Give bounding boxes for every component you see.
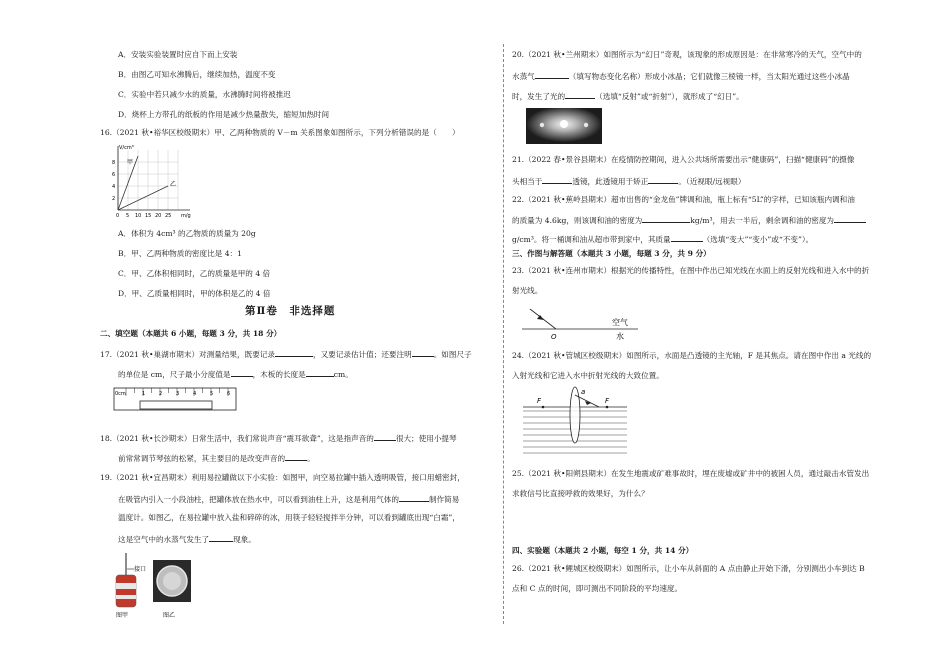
focus-left-label: F [537, 397, 542, 405]
y-tick-4: 4 [112, 184, 116, 190]
q20-blank-1[interactable] [535, 70, 569, 79]
q16-vm-graph [108, 142, 198, 220]
ray-a-label: a [581, 388, 586, 396]
q16-option-b: B．甲、乙两种物质的密度比是 4：1 [118, 249, 242, 258]
q21-line1: 21.（2022 春•景谷县期末）在疫情防控期间，进入公共场所需要出示“健康码”，扫描“健康码”的摄像 [512, 155, 855, 164]
q22-blank-3[interactable] [671, 233, 703, 242]
q21-blank-2[interactable] [648, 175, 678, 184]
ruler-label-3: 3 [176, 391, 180, 397]
q20-line1: 20.（2021 秋•兰州期末）如图所示为“幻日”奇观，该现象的形成原因是：在非常寒冷的天气，空气中的 [512, 50, 862, 59]
q23-line2: 射光线。 [512, 286, 543, 295]
section2-title: 二、填空题（本题共 6 小题，每题 3 分，共 18 分） [100, 329, 282, 338]
y-axis-label: V/cm³ [119, 145, 134, 151]
q20-blank-2[interactable] [565, 90, 595, 99]
water-label: 水 [616, 332, 624, 341]
q26-line2: 点和 C 点的时间，即可测出不同阶段的平均速度。 [512, 584, 683, 593]
q17-blank-2[interactable] [412, 348, 434, 357]
q16-option-a: A．体积为 4cm³ 的乙物质的质量为 20g [118, 229, 256, 238]
x-tick-5: 5 [126, 213, 130, 219]
focus-right-label: F [605, 397, 610, 405]
q17-blank-1[interactable] [275, 348, 313, 357]
q18-line1: 18.（2021 秋•长沙期末）日常生活中，我们常说声音“震耳欲聋”，这是指声音的 很大；使用小提琴 [100, 434, 457, 443]
part2-title: 第Ⅱ卷 非选择题 [245, 305, 336, 317]
q22-line3: g/cm³。将一桶调和油从超市带到家中，其质量 （选填“变大”“变小”或“不变”）。 [512, 235, 814, 244]
q17-blank-3[interactable] [231, 368, 253, 377]
q17-blank-4[interactable] [306, 368, 334, 377]
q22-blank-2[interactable] [834, 214, 866, 223]
q19-line1: 19.（2021 秋•宜昌期末）利用易拉罐做以下小实验：如图甲，向空易拉罐中插入透明吸管，接口用蜡密封， [100, 473, 465, 482]
q16-option-d: D．甲、乙质量相同时，甲的体积是乙的 4 倍 [118, 289, 271, 298]
y-tick-8: 8 [112, 160, 116, 166]
q15-option-d: D．烧杯上方带孔的纸板的作用是减少热量散失，缩短加热时间 [118, 110, 330, 119]
x-tick-10: 10 [135, 213, 142, 219]
q22-line2: 的质量为 4.6kg，则该调和油的密度为 kg/m³，用去一半后，剩余调和油的密度为 [512, 214, 866, 226]
caption-a: 图甲 [116, 612, 129, 619]
column-divider [503, 44, 504, 624]
q20-line3: 时，发生了光的 （选填“反射”或“折射”），就形成了“幻日”。 [512, 92, 744, 101]
air-label: 空气 [612, 318, 628, 327]
x-tick-15: 15 [145, 213, 152, 219]
q15-option-a: A．安装实验装置时应自下而上安装 [118, 50, 238, 59]
q19-line2: 在吸管内引入一小段油柱，把罐体放在热水中，可以看到油柱上升，这是利用气体的 制作简易 [118, 495, 460, 504]
q19-line3: 温度计。如图乙，在易拉罐中放入盐和碎碎的冰，用筷子轻轻搅拌半分钟，可以看到罐底出现“白霜”， [118, 513, 460, 522]
q21-blank-1[interactable] [542, 175, 572, 184]
q19-line4: 这是空气中的水蒸气发生了 现象。 [118, 535, 256, 544]
ruler-label-5: 5 [210, 391, 214, 397]
q16-stem: 16.（2021 秋•裕华区校级期末）甲、乙两种物质的 V－m 关系图象如图所示，下列分析错误的是（ ） [100, 128, 460, 137]
q16-option-c: C．甲、乙体积相同时，乙的质量是甲的 4 倍 [118, 269, 271, 278]
ruler-label-6: 6 [227, 391, 231, 397]
q25-line2: 求救信号比直接呼救的效果好，为什么？ [512, 489, 649, 498]
x-tick-0: 0 [116, 213, 120, 219]
point-o-label: O [551, 333, 557, 341]
q26-line1: 26.（2021 秋•鲤城区校级期末）如图所示，让小车从斜面的 A 点由静止开始下滑，分别测出小车到达 B [512, 564, 865, 573]
q23-line1: 23.（2021 秋•连州市期末）根据光的传播特性，在图中作出已知光线在水面上的反射光线和进入水中的折 [512, 266, 870, 275]
x-axis-label: m/g [181, 213, 191, 219]
q24-line1: 24.（2021 秋•管城区校级期末）如图所示，水面是凸透镜的主光轴，F 是其焦点。请在图中作出 a 光线的 [512, 351, 872, 360]
section3-title: 三、作图与解答题（本题共 3 小题，每题 3 分，共 9 分） [512, 249, 711, 258]
q24-line2: 入射光线和它进入水中折射光线的大致位置。 [512, 371, 664, 380]
ruler-label-4: 4 [193, 391, 197, 397]
x-tick-20: 20 [155, 213, 162, 219]
section4-title: 四、实验题（本题共 2 小题，每空 1 分，共 14 分） [512, 546, 694, 555]
can-body [116, 575, 136, 607]
series-yi-label: 乙 [170, 181, 177, 188]
q18-blank-1[interactable] [374, 432, 396, 441]
caption-b: 图乙 [163, 612, 176, 619]
y-tick-2: 2 [112, 196, 116, 202]
y-tick-6: 6 [112, 172, 116, 178]
q17-ruler-figure [112, 385, 242, 411]
series-jia-label: 甲 [127, 159, 134, 166]
q15-option-c: C．实验中若只减少水的质量，水沸腾时间将被推迟 [118, 90, 291, 99]
q23-figure [520, 301, 640, 343]
wood-board [140, 401, 212, 409]
q20-line2: 水蒸气 （填写物态变化名称）形成小冰晶；它们就像三棱镜一样，当太阳光通过这些小冰晶 [512, 72, 850, 81]
q18-line2: 前常常调节琴弦的松紧，其主要目的是改变声音的 。 [118, 454, 315, 463]
q19-can-figure-a [112, 553, 152, 619]
x-tick-25: 25 [165, 213, 172, 219]
joint-label: 接口 [134, 566, 147, 573]
q19-can-figure-b [153, 560, 193, 620]
ruler-label-1: 1 [142, 391, 146, 397]
ruler-label-0: 0cm [115, 391, 126, 397]
q22-line1: 22.（2021 秋•蕉岭县期末）超市出售的“金龙鱼”牌调和油，瓶上标有“5L”的字样，已知该瓶内调和油 [512, 195, 855, 204]
q18-blank-2[interactable] [285, 452, 307, 461]
q19-blank-2[interactable] [209, 533, 233, 542]
q20-sundog-photo [526, 108, 602, 144]
q21-line2: 头相当于 透镜，此透镜用于矫正 。（近视眼/远视眼） [512, 177, 746, 186]
q22-blank-1[interactable] [642, 214, 690, 223]
q15-option-b: B．由图乙可知水沸腾后，继续加热，温度不变 [118, 70, 276, 79]
q25-line1: 25.（2021 秋•阳朔县期末）在发生地震或矿难事故时，埋在废墟或矿井中的被困人员，通过敲击水管发出 [512, 469, 870, 478]
q17-line1: 17.（2021 秋•巢湖市期末）对测量结果，既要记录 ，又要记录估计值；还要注明 。如图尺子 [100, 350, 472, 359]
q24-figure [521, 385, 629, 461]
ruler-label-2: 2 [159, 391, 163, 397]
q19-blank-1[interactable] [399, 493, 429, 502]
q17-line2: 的单位是 cm，尺子最小分度值是 ，木板的长度是 cm。 [118, 370, 353, 379]
